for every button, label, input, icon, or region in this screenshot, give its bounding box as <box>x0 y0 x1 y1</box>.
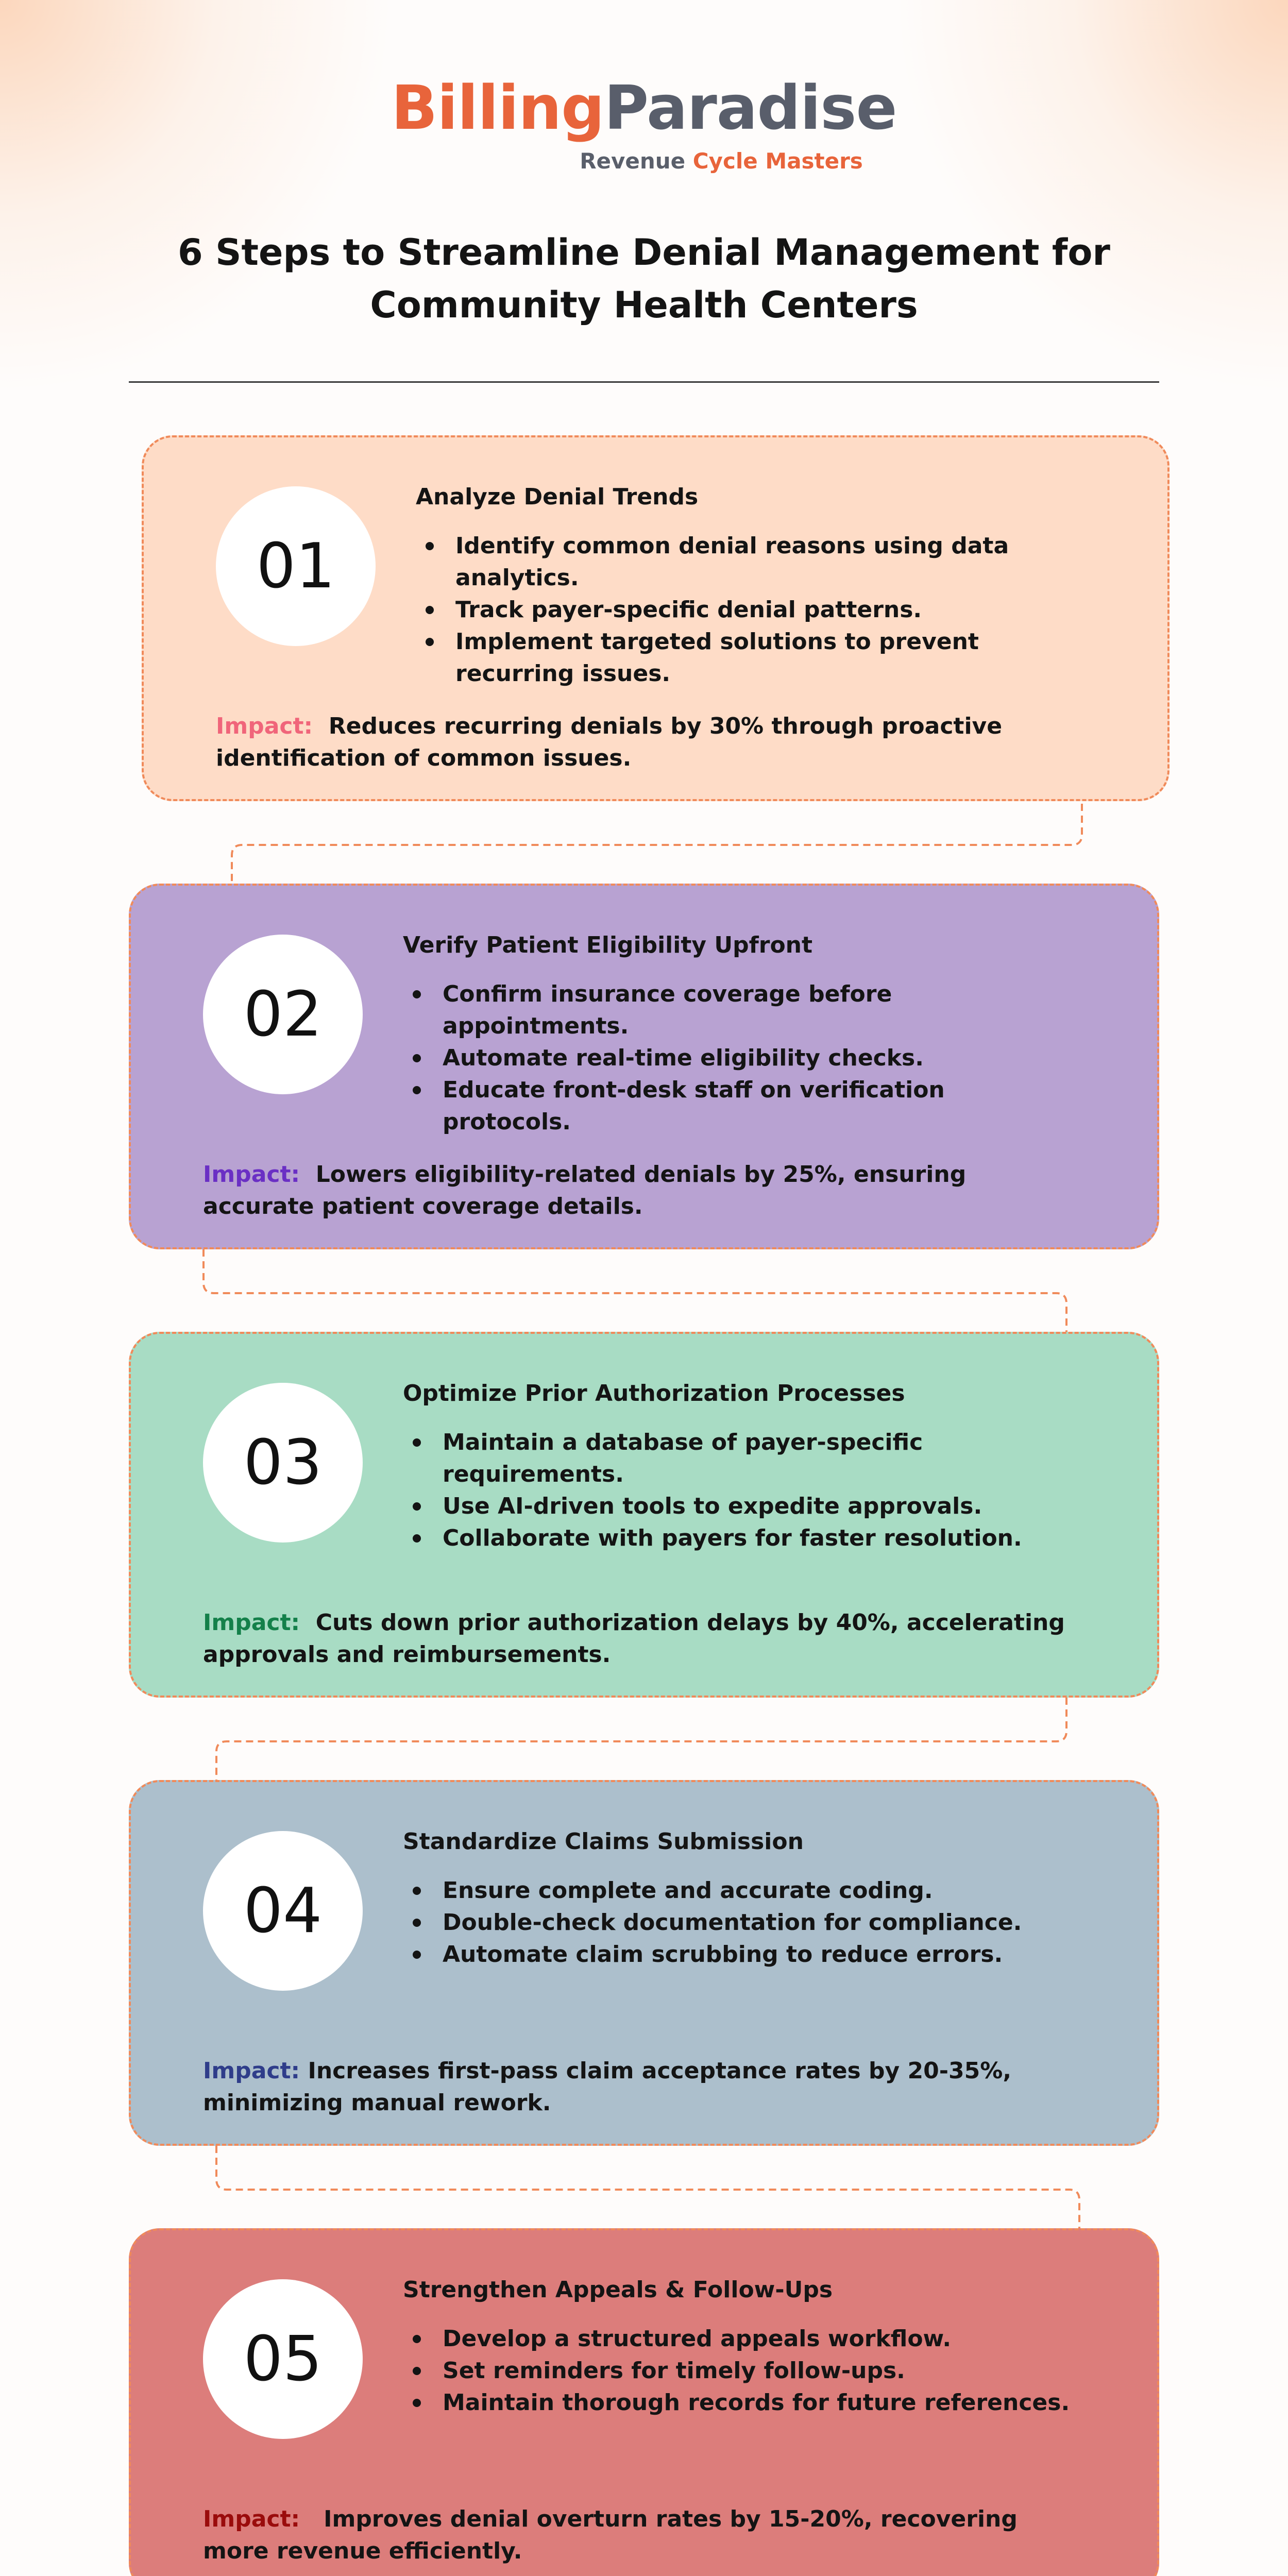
step-impact <box>203 1159 1079 1223</box>
step-bullet-list <box>443 1427 1076 1554</box>
connector-4-5 <box>216 2146 1079 2228</box>
step-impact <box>203 2055 1079 2119</box>
list-item: Maintain thorough records for future references. <box>443 2387 1076 2419</box>
step-card-4 <box>129 1780 1159 2146</box>
list-item: Implement targeted solutions to prevent recurring issues. <box>455 626 1089 690</box>
logo-tagline-revenue: Revenue <box>580 148 693 174</box>
step-card-1 <box>142 435 1170 801</box>
list-item: Maintain a database of payer-specific requirements. <box>443 1427 1076 1490</box>
connector-3-4 <box>216 1698 1066 1780</box>
step-bullet-list <box>455 530 1089 690</box>
step-title: Strengthen Appeals & Follow-Ups <box>403 2277 833 2303</box>
connector-1-2 <box>232 804 1082 884</box>
step-title: Verify Patient Eligibility Upfront <box>403 932 813 958</box>
step-number-circle: 01 <box>216 486 376 646</box>
list-item: Set reminders for timely follow-ups. <box>443 2355 1076 2387</box>
step-number-circle: 04 <box>203 1831 363 1991</box>
step-impact <box>216 710 1092 774</box>
step-bullet-list <box>443 1875 1076 1971</box>
logo-tagline-cycle-masters: Cycle Masters <box>692 148 863 174</box>
list-item: Double-check documentation for compliance. <box>443 1907 1076 1939</box>
logo-brand-paradise: Paradise <box>604 72 897 143</box>
step-number-circle: 03 <box>203 1383 363 1543</box>
impact-label: Impact: <box>216 713 313 739</box>
impact-text: Reduces recurring denials by 30% through proactive identification of common issues. <box>216 713 1003 771</box>
step-number-circle: 05 <box>203 2279 363 2439</box>
step-impact <box>203 2503 1079 2567</box>
list-item: Confirm insurance coverage before appointments. <box>443 978 1076 1042</box>
step-title: Analyze Denial Trends <box>416 484 699 510</box>
list-item: Automate real-time eligibility checks. <box>443 1042 1076 1074</box>
list-item: Use AI-driven tools to expedite approvals. <box>443 1490 1076 1522</box>
step-bullet-list <box>443 978 1076 1138</box>
step-title: Standardize Claims Submission <box>403 1828 804 1855</box>
step-card-3 <box>129 1332 1159 1698</box>
list-item: Ensure complete and accurate coding. <box>443 1875 1076 1907</box>
step-bullet-list <box>443 2323 1076 2419</box>
list-item: Collaborate with payers for faster resolution. <box>443 1522 1076 1554</box>
list-item: Educate front-desk staff on verification protocols. <box>443 1074 1076 1138</box>
impact-label: Impact: <box>203 2058 300 2084</box>
impact-label: Impact: <box>203 1161 300 1188</box>
list-item: Automate claim scrubbing to reduce errors. <box>443 1939 1076 1971</box>
list-item: Develop a structured appeals workflow. <box>443 2323 1076 2355</box>
step-number-circle: 02 <box>203 935 363 1094</box>
list-item: Track payer-specific denial patterns. <box>455 594 1089 626</box>
impact-text: Improves denial overturn rates by 15-20%, recovering more revenue efficiently. <box>203 2506 1018 2564</box>
impact-label: Impact: <box>203 1609 300 1636</box>
step-card-2 <box>129 884 1159 1249</box>
impact-text: Lowers eligibility-related denials by 25%, ensuring accurate patient coverage details. <box>203 1161 967 1219</box>
impact-label: Impact: <box>203 2506 300 2532</box>
logo-brand-billing: Billing <box>391 72 604 143</box>
connector-2-3 <box>204 1249 1066 1332</box>
step-title: Optimize Prior Authorization Processes <box>403 1380 905 1406</box>
step-card-5 <box>129 2228 1159 2576</box>
list-item: Identify common denial reasons using data analytics. <box>455 530 1089 594</box>
page-title: 6 Steps to Streamline Denial Management for Community Health Centers <box>178 231 1110 326</box>
step-impact <box>203 1607 1079 1671</box>
impact-text: Increases first-pass claim acceptance rates by 20-35%, minimizing manual rework. <box>203 2058 1012 2116</box>
impact-text: Cuts down prior authorization delays by 40%, accelerating approvals and reimbursements. <box>203 1609 1065 1668</box>
